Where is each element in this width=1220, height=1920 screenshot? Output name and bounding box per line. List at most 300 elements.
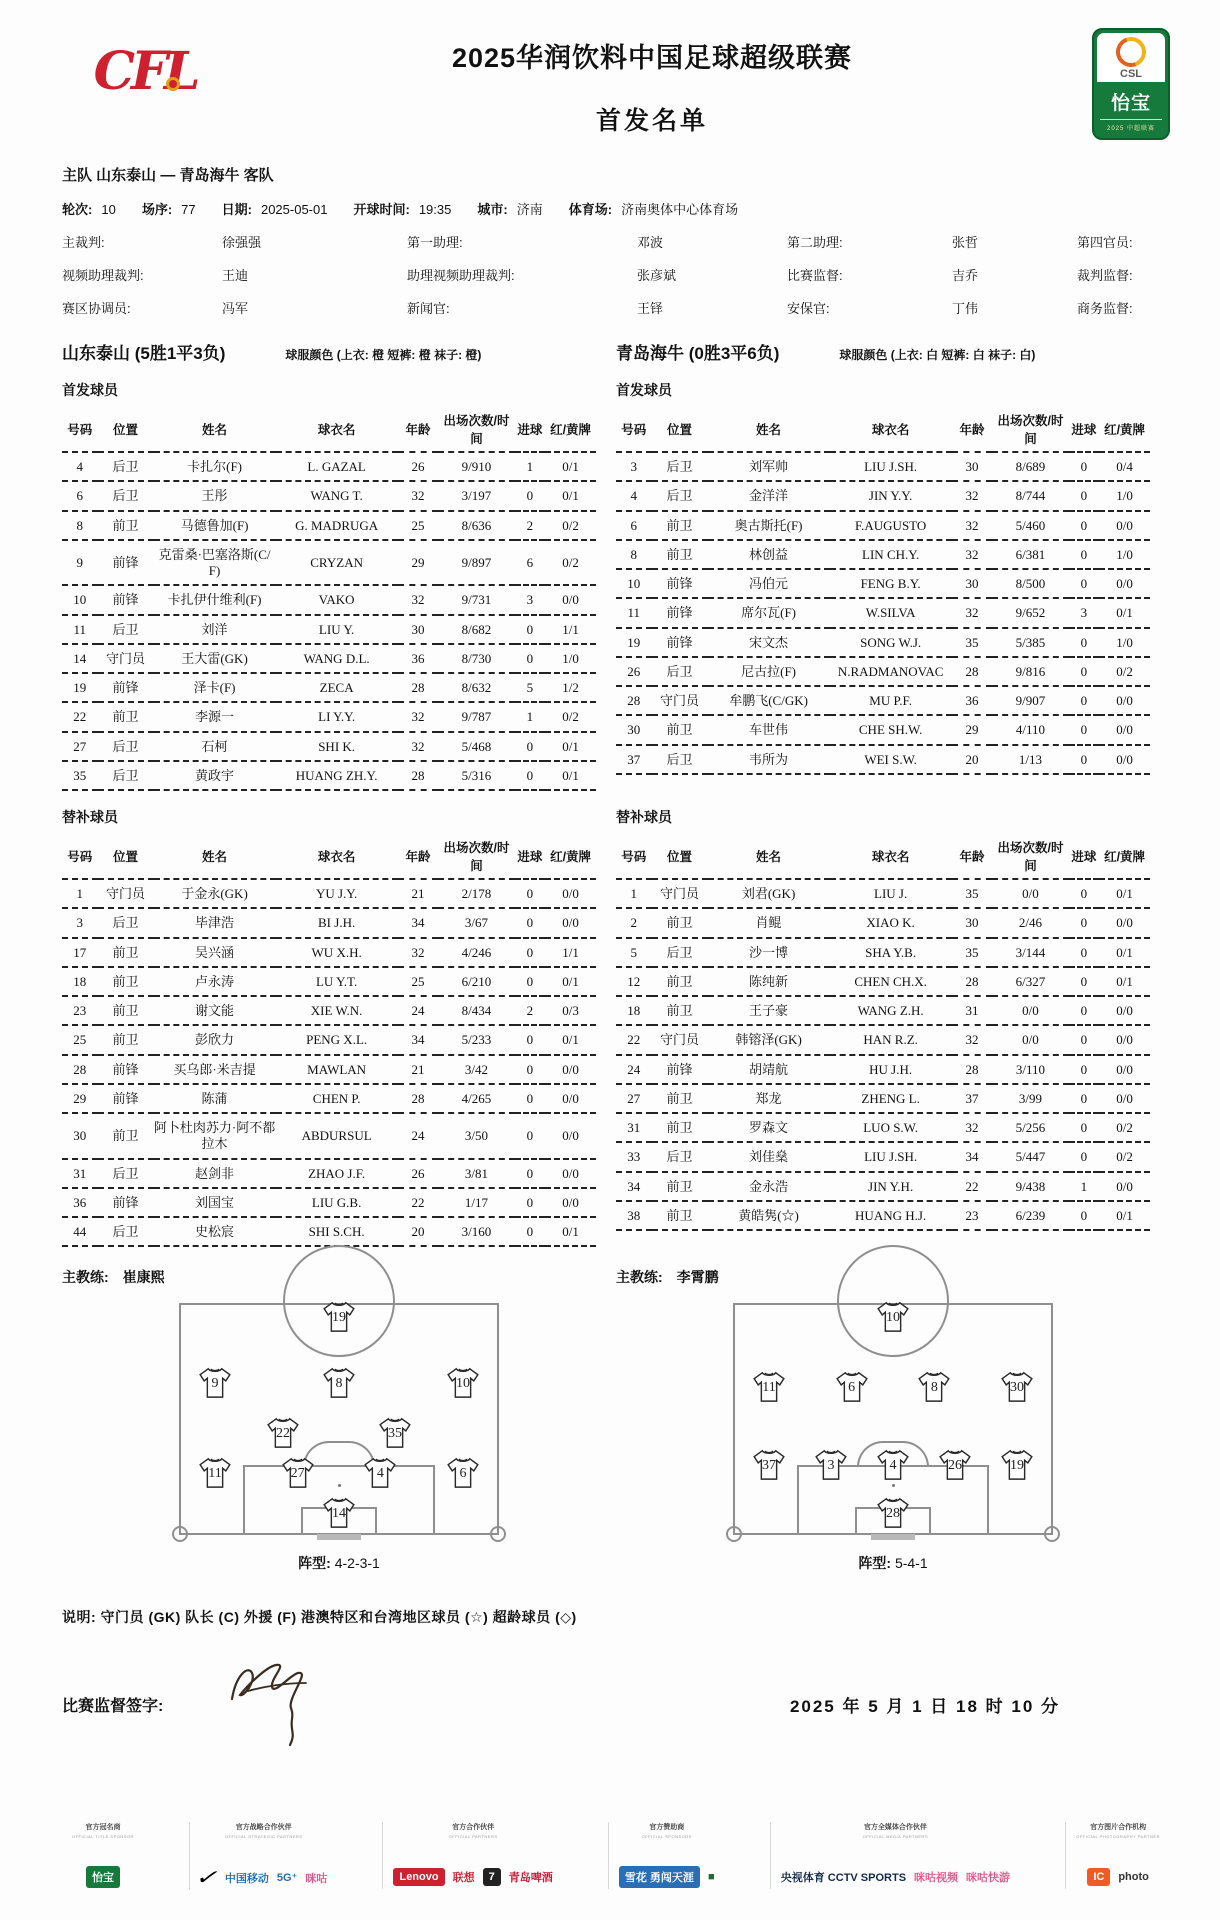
cell: 前卫 [652, 1201, 708, 1230]
jersey-icon: 14 [321, 1497, 357, 1531]
jersey-icon: 30 [999, 1371, 1035, 1405]
cell: ABDURSUL [276, 1113, 398, 1159]
cell: 前锋 [652, 1055, 708, 1084]
player-row [62, 996, 596, 1025]
cell: 29 [952, 715, 993, 744]
formation-row [735, 1371, 1051, 1405]
team-headers [62, 339, 1170, 364]
cell: 9/787 [438, 702, 514, 731]
column-header: 号码 [616, 833, 652, 879]
cell: 9/652 [992, 598, 1068, 627]
cell: LIU J.SH. [830, 1142, 952, 1171]
cell: 34 [616, 1172, 652, 1201]
cell: 32 [952, 511, 993, 540]
cell: 9/816 [992, 657, 1068, 686]
cell: 宋文杰 [708, 628, 830, 657]
cell: 2/46 [992, 908, 1068, 937]
cell: LIU J.SH. [830, 452, 952, 481]
player-row [616, 967, 1150, 996]
sponsor-category-label: 官方赞助商 [649, 1824, 685, 1832]
starters-tables [62, 406, 1170, 791]
competition-title: 2025华润饮料中国足球超级联赛 [451, 43, 853, 73]
cell: 后卫 [652, 745, 708, 774]
cell: 0 [515, 879, 546, 908]
cell: 0 [1069, 628, 1100, 657]
cell: 3 [62, 908, 98, 937]
player-row [62, 1217, 596, 1246]
cell: 1/0 [1099, 628, 1150, 657]
away-subs-table-wrap [616, 833, 1170, 1247]
cell: 21 [398, 879, 439, 908]
cell: 金洋洋 [708, 481, 830, 510]
away-starters-table [616, 406, 1150, 775]
cell: 35 [952, 879, 993, 908]
player-row [616, 452, 1150, 481]
player-row [616, 598, 1150, 627]
cell: 3/50 [438, 1113, 514, 1159]
cell: 0/1 [545, 452, 596, 481]
cell: 6/239 [992, 1201, 1068, 1230]
cell: 守门员 [652, 879, 708, 908]
player-row [62, 511, 596, 540]
cell: 28 [952, 657, 993, 686]
cell: 前卫 [98, 996, 154, 1025]
sponsor-logos [619, 1865, 715, 1889]
cell: 0 [1069, 1113, 1100, 1142]
jersey-icon: 6 [834, 1371, 870, 1405]
cell: 车世伟 [708, 715, 830, 744]
column-header: 位置 [98, 406, 154, 452]
cell: 19 [62, 673, 98, 702]
away-formation-caption: 阵型: 5-4-1 [858, 1555, 928, 1572]
cell: 前卫 [652, 1084, 708, 1113]
cell: 9/897 [438, 540, 514, 586]
away-pitch-diagram [733, 1303, 1053, 1535]
jersey-icon: 8 [916, 1371, 952, 1405]
subs-section-labels [62, 807, 1170, 827]
cell: 林创益 [708, 540, 830, 569]
cell: 前锋 [98, 673, 154, 702]
cell: 11 [62, 615, 98, 644]
cell: 金永浩 [708, 1172, 830, 1201]
cell: 郑龙 [708, 1084, 830, 1113]
cell: 前卫 [98, 1025, 154, 1054]
cell: 2/178 [438, 879, 514, 908]
cell: 17 [62, 938, 98, 967]
cell: JIN Y.H. [830, 1172, 952, 1201]
player-row [62, 540, 596, 586]
cell: 0/0 [1099, 908, 1150, 937]
cell: 3/160 [438, 1217, 514, 1246]
cell: 30 [952, 452, 993, 481]
cell: 卢永涛 [154, 967, 276, 996]
cell: 赵剑非 [154, 1159, 276, 1188]
cell: 0 [515, 938, 546, 967]
cell: SONG W.J. [830, 628, 952, 657]
signature-label: 比赛监督签字: [62, 1698, 164, 1716]
cell: 0/1 [1099, 598, 1150, 627]
page-header [62, 28, 1170, 140]
sponsor-logo-icon: 中国移动 [224, 1872, 269, 1885]
player-row [616, 745, 1150, 774]
jersey-icon: 9 [197, 1367, 233, 1401]
cell: 0 [1069, 1084, 1100, 1113]
cell: 0/0 [1099, 686, 1150, 715]
match-info-row [62, 199, 1170, 218]
player-row [616, 569, 1150, 598]
column-header: 进球 [515, 833, 546, 879]
player-row [62, 615, 596, 644]
cell: MAWLAN [276, 1055, 398, 1084]
home-subs-label: 替补球员 [62, 809, 118, 825]
cell: 0 [515, 732, 546, 761]
sponsor-category-sublabel: OFFICIAL PHOTOGRAPHY PARTNER [1076, 1834, 1160, 1840]
cell: 前锋 [98, 540, 154, 586]
column-header: 出场次数/时间 [438, 406, 514, 452]
cell: 1/0 [545, 644, 596, 673]
official-role: 主裁判: [62, 235, 105, 250]
cell: 黄政宇 [154, 761, 276, 790]
cell: 6/381 [992, 540, 1068, 569]
cell: 30 [62, 1113, 98, 1159]
cell: 守门员 [98, 644, 154, 673]
cell: 8/730 [438, 644, 514, 673]
cell: XIE W.N. [276, 996, 398, 1025]
cell: 0 [1069, 879, 1100, 908]
cell: 5/447 [992, 1142, 1068, 1171]
player-row [62, 967, 596, 996]
cell: 1/13 [992, 745, 1068, 774]
official-role: 第二助理: [787, 235, 843, 250]
cell: 35 [952, 628, 993, 657]
official-role: 助理视频助理裁判: [407, 268, 515, 283]
cell: 0/0 [1099, 745, 1150, 774]
sponsor-logo-icon: 咪咕快游 [966, 1872, 1011, 1885]
goal-icon [317, 1534, 361, 1540]
cell: 1 [616, 879, 652, 908]
column-header: 出场次数/时间 [438, 833, 514, 879]
coaches-row [62, 1267, 1170, 1287]
cell: 0/2 [1099, 1142, 1150, 1171]
cell: 28 [616, 686, 652, 715]
csl-sponsor-badge [1092, 28, 1170, 140]
cell: 前卫 [652, 1172, 708, 1201]
cell: 王大雷(GK) [154, 644, 276, 673]
cell: 24 [616, 1055, 652, 1084]
cell: 8/632 [438, 673, 514, 702]
cell: 0/1 [1099, 1201, 1150, 1230]
cell: 1/1 [545, 938, 596, 967]
cell: 0/0 [545, 1188, 596, 1217]
cell: 28 [62, 1055, 98, 1084]
cell: 刘军帅 [708, 452, 830, 481]
cell: 买乌郎·米吉提 [154, 1055, 276, 1084]
cell: 5/385 [992, 628, 1068, 657]
cell: 12 [616, 967, 652, 996]
cell: 0/0 [545, 1113, 596, 1159]
cell: 0/1 [545, 1217, 596, 1246]
column-header: 进球 [1069, 406, 1100, 452]
cell: 黄皓隽(☆) [708, 1201, 830, 1230]
cell: 3 [1069, 598, 1100, 627]
cell: 0/2 [545, 511, 596, 540]
cell: L. GAZAL [276, 452, 398, 481]
info-pair: 城市: 济南 [477, 202, 543, 217]
cell: 0/2 [1099, 657, 1150, 686]
cell: CHEN CH.X. [830, 967, 952, 996]
cell: 3/99 [992, 1084, 1068, 1113]
player-row [62, 702, 596, 731]
cell: 1 [515, 452, 546, 481]
cell: 9/731 [438, 585, 514, 614]
column-header: 姓名 [154, 406, 276, 452]
sponsors-footer [62, 1822, 1170, 1890]
cell: 0/0 [1099, 1172, 1150, 1201]
cell: 0 [1069, 540, 1100, 569]
cell: WANG D.L. [276, 644, 398, 673]
cell: 后卫 [98, 615, 154, 644]
cell: 0 [1069, 967, 1100, 996]
column-header: 号码 [616, 406, 652, 452]
cell: 韩镕泽(GK) [708, 1025, 830, 1054]
cell: 前卫 [98, 967, 154, 996]
cell: 0 [515, 644, 546, 673]
cell: 28 [952, 967, 993, 996]
cell: 0/1 [545, 1025, 596, 1054]
cell: HU J.H. [830, 1055, 952, 1084]
cell: 8/744 [992, 481, 1068, 510]
cell: 27 [62, 732, 98, 761]
home-team-name: 山东泰山 (5胜1平3负) [62, 344, 226, 363]
cell: 于金永(GK) [154, 879, 276, 908]
player-row [62, 1159, 596, 1188]
home-subs-table-wrap [62, 833, 616, 1247]
cell: 0 [515, 1055, 546, 1084]
away-team-header [616, 339, 1170, 364]
cell: MU P.F. [830, 686, 952, 715]
jersey-icon: 19 [321, 1301, 357, 1335]
subs-tables [62, 833, 1170, 1247]
cell: 22 [398, 1188, 439, 1217]
cell: 0 [515, 1113, 546, 1159]
column-header: 红/黄牌 [1099, 406, 1150, 452]
column-header: 球衣名 [830, 833, 952, 879]
cell: 22 [952, 1172, 993, 1201]
cell: 0 [515, 481, 546, 510]
away-subs-table [616, 833, 1150, 1231]
cell: N.RADMANOVAC [830, 657, 952, 686]
cell: LU Y.T. [276, 967, 398, 996]
cell: 32 [952, 540, 993, 569]
cell: 18 [616, 996, 652, 1025]
cell: 守门员 [652, 1025, 708, 1054]
player-row [616, 1113, 1150, 1142]
jersey-icon: 37 [751, 1449, 787, 1483]
cell: 23 [62, 996, 98, 1025]
cell: 3/67 [438, 908, 514, 937]
cell: 1/17 [438, 1188, 514, 1217]
cell: 吴兴涵 [154, 938, 276, 967]
cell: 32 [952, 598, 993, 627]
sponsor-logos [1076, 1865, 1160, 1889]
cell: 卡扎伊什维利(F) [154, 585, 276, 614]
column-header: 姓名 [708, 406, 830, 452]
cell: 陈纯新 [708, 967, 830, 996]
cell: 44 [62, 1217, 98, 1246]
official-role: 安保官: [787, 301, 830, 316]
legend-note: 说明: 守门员 (GK) 队长 (C) 外援 (F) 港澳特区和台湾地区球员 (☆) 超龄球员 (◇) [62, 1609, 577, 1626]
column-header: 年龄 [952, 406, 993, 452]
player-row [616, 540, 1150, 569]
cell: 后卫 [98, 452, 154, 481]
cell: 0/4 [1099, 452, 1150, 481]
home-coach: 主教练: 崔康熙 [62, 1269, 165, 1286]
cell: 0/2 [545, 540, 596, 586]
cell: 前卫 [652, 715, 708, 744]
csl-swirl-icon [1111, 32, 1151, 72]
player-row [616, 686, 1150, 715]
player-row [616, 1025, 1150, 1054]
away-coach: 主教练: 李霄鹏 [616, 1269, 719, 1286]
cell: 0 [1069, 657, 1100, 686]
officials-row [62, 298, 1170, 317]
home-formation-caption: 阵型: 4-2-3-1 [298, 1555, 380, 1572]
cell: 0/0 [992, 996, 1068, 1025]
cell: 0 [515, 1084, 546, 1113]
cell: 0 [1069, 715, 1100, 744]
cell: 5/256 [992, 1113, 1068, 1142]
cell: 后卫 [98, 1217, 154, 1246]
cell: 彭欣力 [154, 1025, 276, 1054]
official-name: 张彦斌 [637, 268, 677, 283]
cell: 32 [952, 481, 993, 510]
sponsor-group [62, 1822, 144, 1889]
cell: CHEN P. [276, 1084, 398, 1113]
official-name: 吉乔 [952, 268, 979, 283]
formation-row [181, 1457, 497, 1491]
cell: 8/682 [438, 615, 514, 644]
cell: CHE SH.W. [830, 715, 952, 744]
sponsor-category-label: 官方战略合作伙伴 [235, 1824, 292, 1832]
cell: 35 [62, 761, 98, 790]
player-row [62, 908, 596, 937]
cell: 37 [952, 1084, 993, 1113]
cell: 2 [515, 996, 546, 1025]
cell: 4/265 [438, 1084, 514, 1113]
signed-datetime: 2025 年 5 月 1 日 18 时 10 分 [789, 1697, 1060, 1717]
cell: WANG Z.H. [830, 996, 952, 1025]
cell: LUO S.W. [830, 1113, 952, 1142]
column-header: 出场次数/时间 [992, 833, 1068, 879]
sponsor-category-sublabel: OFFICIAL MEDIA PARTNERS [862, 1834, 929, 1840]
cell: 前锋 [98, 1188, 154, 1217]
away-team-name: 青岛海牛 (0胜3平6负) [616, 344, 780, 363]
cell: 9/907 [992, 686, 1068, 715]
cell: 5/316 [438, 761, 514, 790]
formation-row [735, 1497, 1051, 1531]
column-header: 号码 [62, 406, 98, 452]
cell: 8 [616, 540, 652, 569]
cell: 0/0 [1099, 996, 1150, 1025]
column-header: 年龄 [398, 406, 439, 452]
cell: 21 [398, 1055, 439, 1084]
official-role: 第一助理: [407, 235, 463, 250]
cell: 前锋 [652, 569, 708, 598]
cell: 25 [62, 1025, 98, 1054]
cell: 4 [616, 481, 652, 510]
cell: 38 [616, 1201, 652, 1230]
sponsor-category-label: 官方合作伙伴 [452, 1824, 495, 1832]
cell: 后卫 [98, 761, 154, 790]
sponsor-logo-icon: IC [1087, 1868, 1110, 1886]
cell: 0/1 [545, 481, 596, 510]
sponsor-category-label: 官方图片合作机构 [1090, 1824, 1147, 1832]
info-pair: 轮次: 10 [62, 202, 116, 217]
sponsor-category-sublabel: OFFICIAL TITLE SPONSOR [72, 1834, 134, 1840]
cell: 3/110 [992, 1055, 1068, 1084]
formation-row [181, 1367, 497, 1401]
cell: 马德鲁加(F) [154, 511, 276, 540]
cell: 0 [515, 615, 546, 644]
cell: F.AUGUSTO [830, 511, 952, 540]
cell: 前卫 [652, 1113, 708, 1142]
cell: 0 [515, 1159, 546, 1188]
cell: ZHENG L. [830, 1084, 952, 1113]
cell: 32 [398, 702, 439, 731]
sponsor-logo-icon: 怡宝 [86, 1866, 120, 1888]
cell: 29 [398, 540, 439, 586]
cell: 0 [1069, 1201, 1100, 1230]
cell: 刘佳燊 [708, 1142, 830, 1171]
cell: 前卫 [652, 996, 708, 1025]
cell: 5/233 [438, 1025, 514, 1054]
cell: 8/636 [438, 511, 514, 540]
column-header: 进球 [515, 406, 546, 452]
info-pair: 体育场: 济南奥体中心体育场 [568, 202, 739, 217]
column-header: 出场次数/时间 [992, 406, 1068, 452]
jersey-icon: 35 [377, 1417, 413, 1451]
cell: 8/434 [438, 996, 514, 1025]
cell: 20 [398, 1217, 439, 1246]
cell: 5/468 [438, 732, 514, 761]
cell: 毕津浩 [154, 908, 276, 937]
cell: 0 [1069, 1055, 1100, 1084]
cell: 2 [616, 908, 652, 937]
cell: 33 [616, 1142, 652, 1171]
cell: 王子豪 [708, 996, 830, 1025]
cell: G. MADRUGA [276, 511, 398, 540]
cell: 3/144 [992, 938, 1068, 967]
badge-brand: 怡宝 [1110, 93, 1151, 114]
official-name: 邓波 [637, 235, 664, 250]
cell: 9 [62, 540, 98, 586]
cell: 尼古拉(F) [708, 657, 830, 686]
sponsor-logo-icon: 7 [483, 1868, 501, 1886]
player-row [616, 1172, 1150, 1201]
player-row [62, 644, 596, 673]
cell: W.SILVA [830, 598, 952, 627]
player-row [616, 511, 1150, 540]
player-row [616, 938, 1150, 967]
cell: 11 [616, 598, 652, 627]
cell: 卡扎尔(F) [154, 452, 276, 481]
cell: LI Y.Y. [276, 702, 398, 731]
cell: 3 [515, 585, 546, 614]
cell: 泽卡(F) [154, 673, 276, 702]
cell: 0 [1069, 1142, 1100, 1171]
sponsor-logo-icon: 央视体育 CCTV SPORTS [780, 1872, 907, 1885]
cell: 10 [616, 569, 652, 598]
